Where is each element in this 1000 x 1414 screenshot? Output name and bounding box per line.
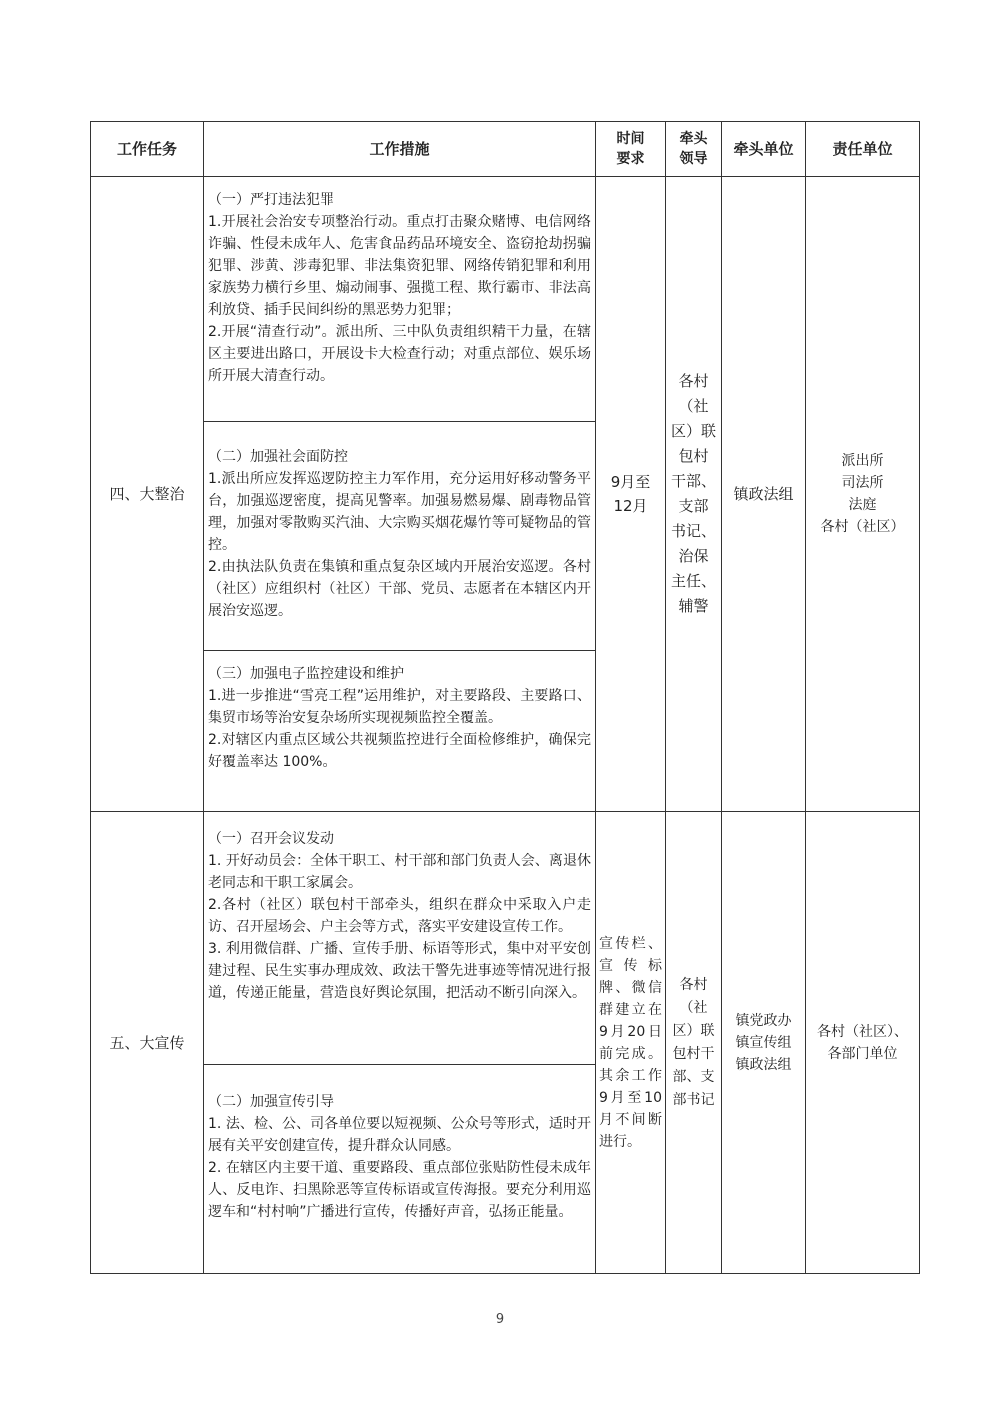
measure-block	[204, 812, 595, 1064]
resp-unit-cell: 各村（社区）、 各部门单位	[817, 1023, 908, 1062]
measure-item: 1. 开好动员会：全体干职工、村干部和部门负责人会、离退休老同志和干职工家属会。	[208, 853, 591, 891]
measure-block	[204, 651, 595, 811]
measure-item: 2.开展“清查行动”。派出所、三中队负责组织精干力量，在辖区主要进出路口，开展设卡大检查行动；对重点部位、娱乐场所开展大清查行动。	[208, 324, 591, 384]
table-border-right	[919, 121, 920, 1274]
measure-title: （三）加强电子监控建设和维护	[208, 666, 404, 682]
measure-item: 2.对辖区内重点区域公共视频监控进行全面检修维护，确保完好覆盖率达 100%。	[208, 732, 591, 770]
measure-block	[204, 1065, 595, 1273]
header-task: 工作任务	[116, 140, 177, 158]
time-cell: 宣传栏、宣传标牌、微信群建立在9月20日前完成。其余工作9月至10月不间断进行。	[599, 935, 662, 1150]
lead-leader-cell: 各村 （社 区）联 包村干 部、支 部书记	[672, 976, 715, 1108]
measure-item: 2.各村（社区）联包村干部牵头，组织在群众中采取入户走访、召开屋场会、户主会等方式，落实平安建设宣传工作。	[208, 897, 591, 935]
lead-unit-cell: 镇党政办 镇宣传组 镇政法组	[735, 1012, 792, 1073]
header-lead-leader: 牵头 领导	[679, 131, 708, 167]
time-cell: 9月至 12月	[610, 473, 651, 515]
measure-item: 1.派出所应发挥巡逻防控主力军作用，充分运用好移动警务平台，加强巡逻密度，提高见警率。加强易燃易爆、剧毒物品管理，加强对零散购买汽油、大宗购买烟花爆竹等可疑物品的管控。	[208, 471, 591, 553]
header-measure: 工作措施	[369, 140, 430, 158]
lead-unit-cell: 镇政法组	[733, 485, 794, 503]
measure-block	[204, 177, 595, 421]
measure-title: （一）严打违法犯罪	[208, 192, 334, 208]
task-cell: 五、大宣传	[109, 1033, 185, 1052]
page-number: 9	[495, 1312, 505, 1327]
measure-title: （二）加强社会面防控	[208, 449, 348, 465]
measure-item: 2.由执法队负责在集镇和重点复杂区域内开展治安巡逻。各村（社区）应组织村（社区）干部、党员、志愿者在本辖区内开展治安巡逻。	[208, 559, 591, 619]
measure-item: 3. 利用微信群、广播、宣传手册、标语等形式，集中对平安创建过程、民生实事办理成效、政法干警先进事迹等情况进行报道，传递正能量，营造良好舆论氛围，把活动不断引向深入。	[208, 941, 591, 1001]
measure-item: 1.进一步推进“雪亮工程”运用维护，对主要路段、主要路口、集贸市场等治安复杂场所实现视频监控全覆盖。	[208, 688, 591, 726]
table-border-bottom	[90, 1273, 920, 1274]
measure-item: 2. 在辖区内主要干道、重要路段、重点部位张贴防性侵未成年人、反电诈、扫黑除恶等宣传标语或宣传海报。要充分利用巡逻车和“村村响”广播进行宣传，传播好声音，弘扬正能量。	[208, 1160, 591, 1220]
measure-item: 1. 法、检、公、司各单位要以短视频、公众号等形式，适时开展有关平安创建宣传，提升群众认同感。	[208, 1116, 591, 1154]
header-lead-unit: 牵头单位	[733, 140, 794, 158]
header-time: 时间 要求	[616, 131, 645, 167]
task-cell: 四、大整治	[109, 485, 185, 503]
measure-title: （一）召开会议发动	[208, 831, 334, 847]
header-resp-unit: 责任单位	[832, 140, 893, 158]
measure-block	[204, 422, 595, 650]
work-plan-table	[90, 121, 920, 1274]
measure-item: 1.开展社会治安专项整治行动。重点打击聚众赌博、电信网络诈骗、性侵未成年人、危害食品药品环境安全、盗窃抢劫拐骗犯罪、涉黄、涉毒犯罪、非法集资犯罪、网络传销犯罪和利用家族势力横行乡里、煽动闹事、强揽工程、欺行霸市、非法高利放贷、插手民间纠纷的黑恶势力犯罪；	[208, 214, 591, 318]
measure-title: （二）加强宣传引导	[208, 1094, 334, 1110]
lead-leader-cell: 各村 （社 区）联 包村 干部、 支部 书记、 治保 主任、 辅警	[670, 372, 716, 615]
resp-unit-cell: 派出所 司法所 法庭 各村（社区）	[820, 453, 905, 535]
